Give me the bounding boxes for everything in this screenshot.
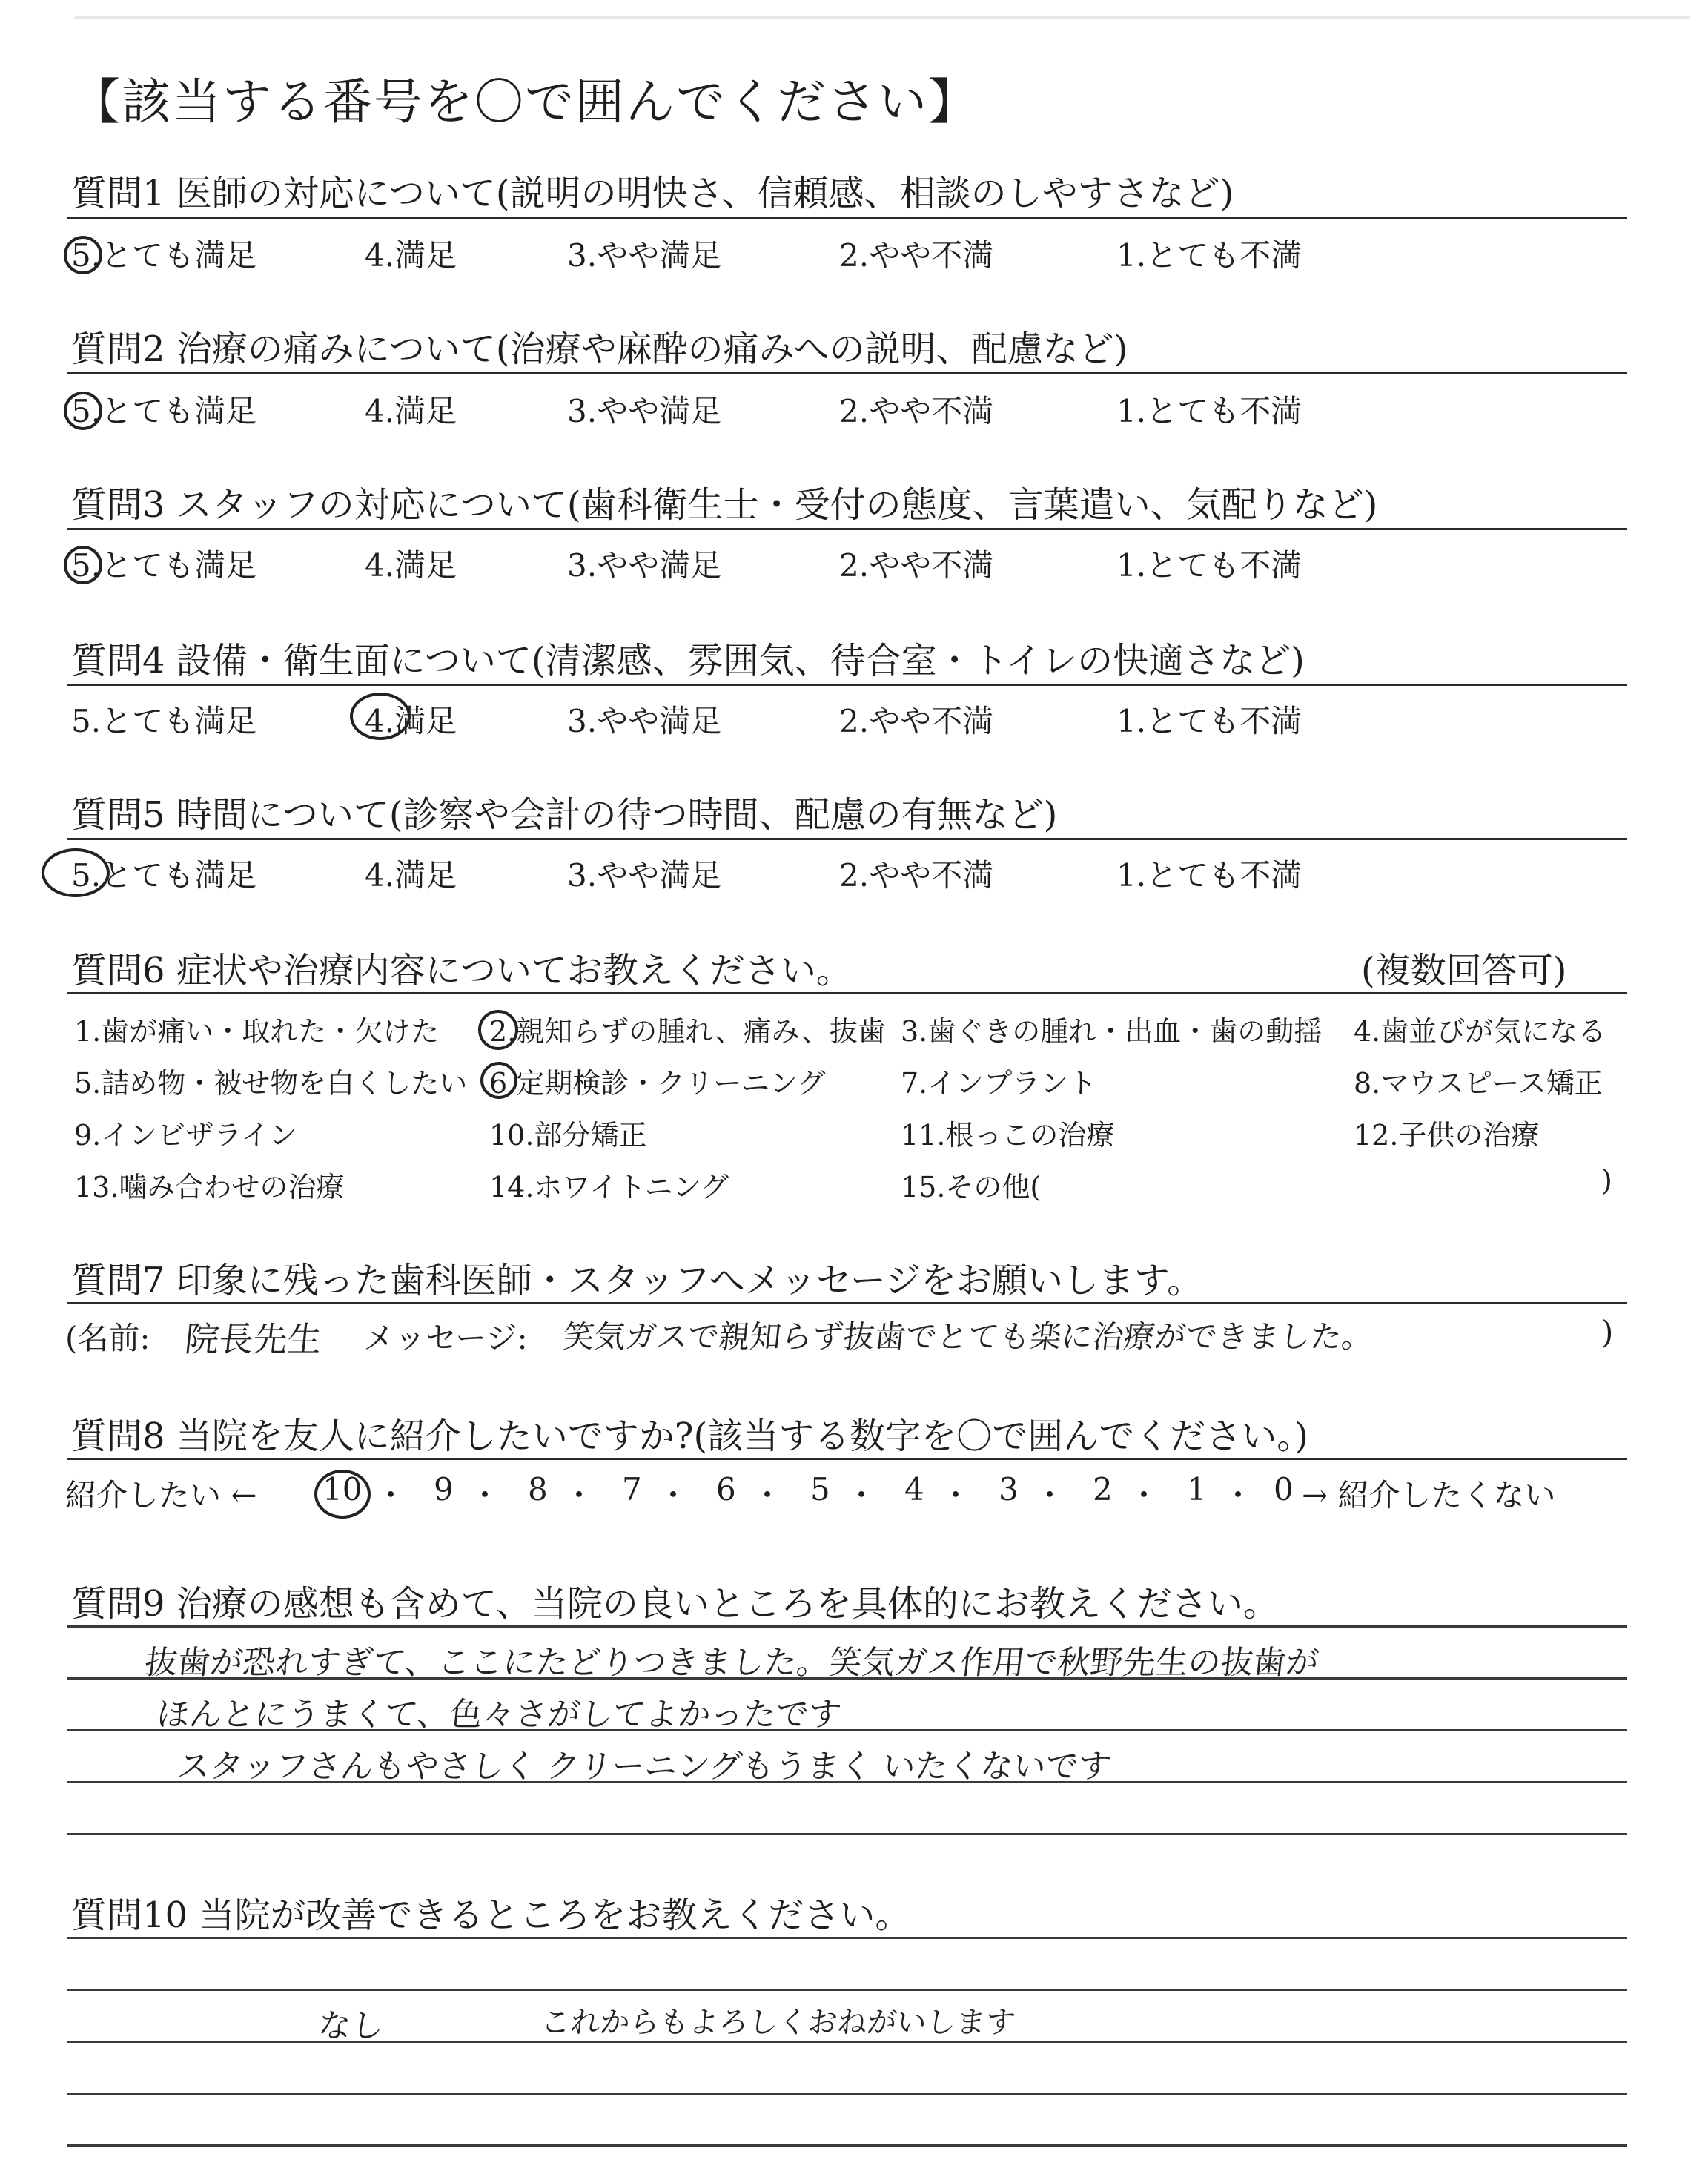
q8-answer-circle bbox=[314, 1470, 371, 1519]
question-2-label: 質問2 治療の痛みについて(治療や麻酔の痛みへの説明、配慮など) bbox=[71, 328, 1128, 370]
q8-dot: ・ bbox=[1222, 1477, 1254, 1513]
q2-answer-circle bbox=[64, 392, 102, 430]
q7-message-label: メッセージ: bbox=[363, 1320, 528, 1356]
q8-scale-8[interactable]: 8 bbox=[528, 1471, 548, 1507]
q8-dot: ・ bbox=[563, 1477, 595, 1513]
question-2-rule bbox=[67, 372, 1627, 374]
q9-line-5 bbox=[67, 1833, 1627, 1835]
question-3-rule bbox=[67, 528, 1627, 530]
q8-dot: ・ bbox=[1128, 1477, 1160, 1513]
q3-option-1[interactable]: 1.とても不満 bbox=[1116, 547, 1302, 584]
q8-scale-10[interactable]: 10 bbox=[322, 1471, 363, 1507]
q5-option-2[interactable]: 2.やや不満 bbox=[839, 857, 994, 894]
q8-scale-3[interactable]: 3 bbox=[999, 1471, 1019, 1507]
q1-option-2[interactable]: 2.やや不満 bbox=[839, 237, 994, 274]
q7-name-value[interactable]: 院長先生 bbox=[182, 1319, 324, 1359]
q4-option-5[interactable]: 5.とても満足 bbox=[71, 703, 257, 739]
q6-item-15-close: ) bbox=[1601, 1164, 1612, 1197]
q5-option-1[interactable]: 1.とても不満 bbox=[1116, 857, 1302, 894]
q8-dot: ・ bbox=[940, 1477, 972, 1513]
q2-option-4[interactable]: 4.満足 bbox=[365, 393, 457, 429]
q10-line-4 bbox=[67, 2093, 1627, 2095]
q9-answer-line-1[interactable]: 抜歯が恐れすぎて、ここにたどりつきました。笑気ガス作用で秋野先生の抜歯が bbox=[142, 1644, 1321, 1682]
q2-option-5[interactable]: 5.とても満足 bbox=[71, 393, 257, 429]
q5-option-3[interactable]: 3.やや満足 bbox=[567, 857, 722, 894]
q6-item-7[interactable]: 7.インプラント bbox=[901, 1067, 1097, 1100]
q3-answer-circle bbox=[64, 546, 102, 584]
q8-scale-4[interactable]: 4 bbox=[904, 1471, 924, 1507]
q8-dot: ・ bbox=[658, 1477, 689, 1513]
q10-line-5 bbox=[67, 2144, 1627, 2147]
q8-scale-9[interactable]: 9 bbox=[434, 1471, 454, 1507]
q7-name-label: (名前: bbox=[65, 1320, 150, 1356]
q8-scale-7[interactable]: 7 bbox=[622, 1471, 642, 1507]
question-3-label: 質問3 スタッフの対応について(歯科衛生士・受付の態度、言葉遣い、気配りなど) bbox=[71, 484, 1378, 526]
q3-option-5[interactable]: 5.とても満足 bbox=[71, 547, 257, 584]
q8-dot: ・ bbox=[1034, 1477, 1066, 1513]
q6-item-3[interactable]: 3.歯ぐきの腫れ・出血・歯の動揺 bbox=[901, 1015, 1323, 1048]
q9-answer-line-2[interactable]: ほんとにうまくて、色々さがしてよかったです bbox=[154, 1696, 844, 1734]
q3-option-3[interactable]: 3.やや満足 bbox=[567, 547, 722, 584]
q8-scale-2[interactable]: 2 bbox=[1093, 1471, 1113, 1507]
q6-item-4[interactable]: 4.歯並びが気になる bbox=[1354, 1015, 1606, 1048]
q6-item-11[interactable]: 11.根っこの治療 bbox=[901, 1119, 1115, 1152]
q8-scale-0-visible[interactable]: 0 bbox=[1274, 1471, 1294, 1507]
top-edge bbox=[74, 16, 1690, 19]
q8-dot: ・ bbox=[375, 1477, 407, 1513]
q4-option-1[interactable]: 1.とても不満 bbox=[1116, 703, 1302, 739]
q6-item-9[interactable]: 9.インビザライン bbox=[74, 1119, 298, 1152]
question-6-note: (複数回答可) bbox=[1361, 950, 1567, 991]
q8-scale-1[interactable]: 1 bbox=[1187, 1471, 1207, 1507]
q8-dot: ・ bbox=[752, 1477, 784, 1513]
q6-item-12[interactable]: 12.子供の治療 bbox=[1354, 1119, 1540, 1152]
q5-answer-circle bbox=[42, 848, 110, 897]
question-4-label: 質問4 設備・衛生面について(清潔感、雰囲気、待合室・トイレの快適さなど) bbox=[71, 640, 1305, 681]
question-1-label: 質問1 医師の対応について(説明の明快さ、信頼感、相談のしやすさなど) bbox=[71, 173, 1234, 214]
q4-option-2[interactable]: 2.やや不満 bbox=[839, 703, 994, 739]
question-6-rule bbox=[67, 992, 1627, 994]
q10-answer-left[interactable]: なし bbox=[316, 2007, 386, 2045]
q6-item-15[interactable]: 15.その他( bbox=[901, 1171, 1042, 1203]
q6-item-8[interactable]: 8.マウスピース矯正 bbox=[1354, 1067, 1603, 1100]
q5-option-5[interactable]: 5.とても満足 bbox=[71, 857, 257, 894]
question-4-rule bbox=[67, 684, 1627, 686]
q6-answer-circle-2 bbox=[478, 1010, 518, 1050]
question-9-label: 質問9 治療の感想も含めて、当院の良いところを具体的にお教えください。 bbox=[71, 1583, 1279, 1625]
question-6-label: 質問6 症状や治療内容についてお教えください。 bbox=[71, 950, 852, 991]
q4-answer-circle bbox=[350, 693, 411, 740]
question-7-label: 質問7 印象に残った歯科医師・スタッフへメッセージをお願いします。 bbox=[71, 1260, 1203, 1301]
q3-option-4[interactable]: 4.満足 bbox=[365, 547, 457, 584]
q10-answer-right[interactable]: これからもよろしくおねがいします bbox=[539, 2006, 1018, 2040]
q10-line-2 bbox=[67, 1989, 1627, 1991]
q6-item-5[interactable]: 5.詰め物・被せ物を白くしたい bbox=[74, 1067, 468, 1100]
q1-option-1[interactable]: 1.とても不満 bbox=[1116, 237, 1302, 274]
q2-option-3[interactable]: 3.やや満足 bbox=[567, 393, 722, 429]
q3-option-2[interactable]: 2.やや不満 bbox=[839, 547, 994, 584]
q4-option-4[interactable]: 4.満足 bbox=[365, 703, 457, 739]
q7-close: ) bbox=[1601, 1314, 1614, 1350]
question-10-label: 質問10 当院が改善できるところをお教えください。 bbox=[71, 1895, 911, 1936]
q6-item-14[interactable]: 14.ホワイトニング bbox=[489, 1171, 729, 1203]
question-1-rule bbox=[67, 217, 1627, 219]
question-7-rule bbox=[67, 1302, 1627, 1304]
q5-option-4[interactable]: 4.満足 bbox=[365, 857, 457, 894]
q6-item-10[interactable]: 10.部分矯正 bbox=[489, 1119, 647, 1152]
q6-answer-circle-6 bbox=[480, 1062, 517, 1099]
question-5-label: 質問5 時間について(診察や会計の待つ時間、配慮の有無など) bbox=[71, 794, 1058, 836]
q2-option-2[interactable]: 2.やや不満 bbox=[839, 393, 994, 429]
q1-answer-circle bbox=[64, 236, 102, 274]
q6-item-6[interactable]: 6.定期検診・クリーニング bbox=[489, 1067, 826, 1100]
q8-dot: ・ bbox=[469, 1477, 501, 1513]
q1-option-3[interactable]: 3.やや満足 bbox=[567, 237, 722, 274]
q8-left-label: 紹介したい ← bbox=[65, 1477, 257, 1513]
question-8-label: 質問8 当院を友人に紹介したいですか?(該当する数字を〇で囲んでください。) bbox=[71, 1416, 1308, 1457]
q1-option-5[interactable]: 5.とても満足 bbox=[71, 237, 257, 274]
q7-message-value[interactable]: 笑気ガスで親知らず抜歯でとても楽に治療ができました。 bbox=[561, 1318, 1375, 1355]
q8-right-label: → 紹介したくない bbox=[1302, 1477, 1556, 1513]
q8-dot: ・ bbox=[846, 1477, 878, 1513]
q10-line-1 bbox=[67, 1937, 1627, 1939]
question-5-rule bbox=[67, 838, 1627, 840]
page-title: 【該当する番号を〇で囲んでください】 bbox=[71, 73, 979, 131]
q9-line-1 bbox=[67, 1625, 1627, 1628]
q4-option-3[interactable]: 3.やや満足 bbox=[567, 703, 722, 739]
q9-answer-line-3[interactable]: スタッフさんもやさしく クリーニングもうまく いたくないです bbox=[175, 1748, 1113, 1786]
q8-scale-5[interactable]: 5 bbox=[810, 1471, 830, 1507]
q8-scale-6[interactable]: 6 bbox=[716, 1471, 736, 1507]
q2-option-1[interactable]: 1.とても不満 bbox=[1116, 393, 1302, 429]
q6-item-2[interactable]: 2.親知らずの腫れ、痛み、抜歯 bbox=[489, 1015, 886, 1048]
q1-option-4[interactable]: 4.満足 bbox=[365, 237, 457, 274]
q6-item-1[interactable]: 1.歯が痛い・取れた・欠けた bbox=[74, 1015, 440, 1048]
q6-item-13[interactable]: 13.噛み合わせの治療 bbox=[74, 1171, 345, 1203]
question-8-rule bbox=[67, 1458, 1627, 1460]
